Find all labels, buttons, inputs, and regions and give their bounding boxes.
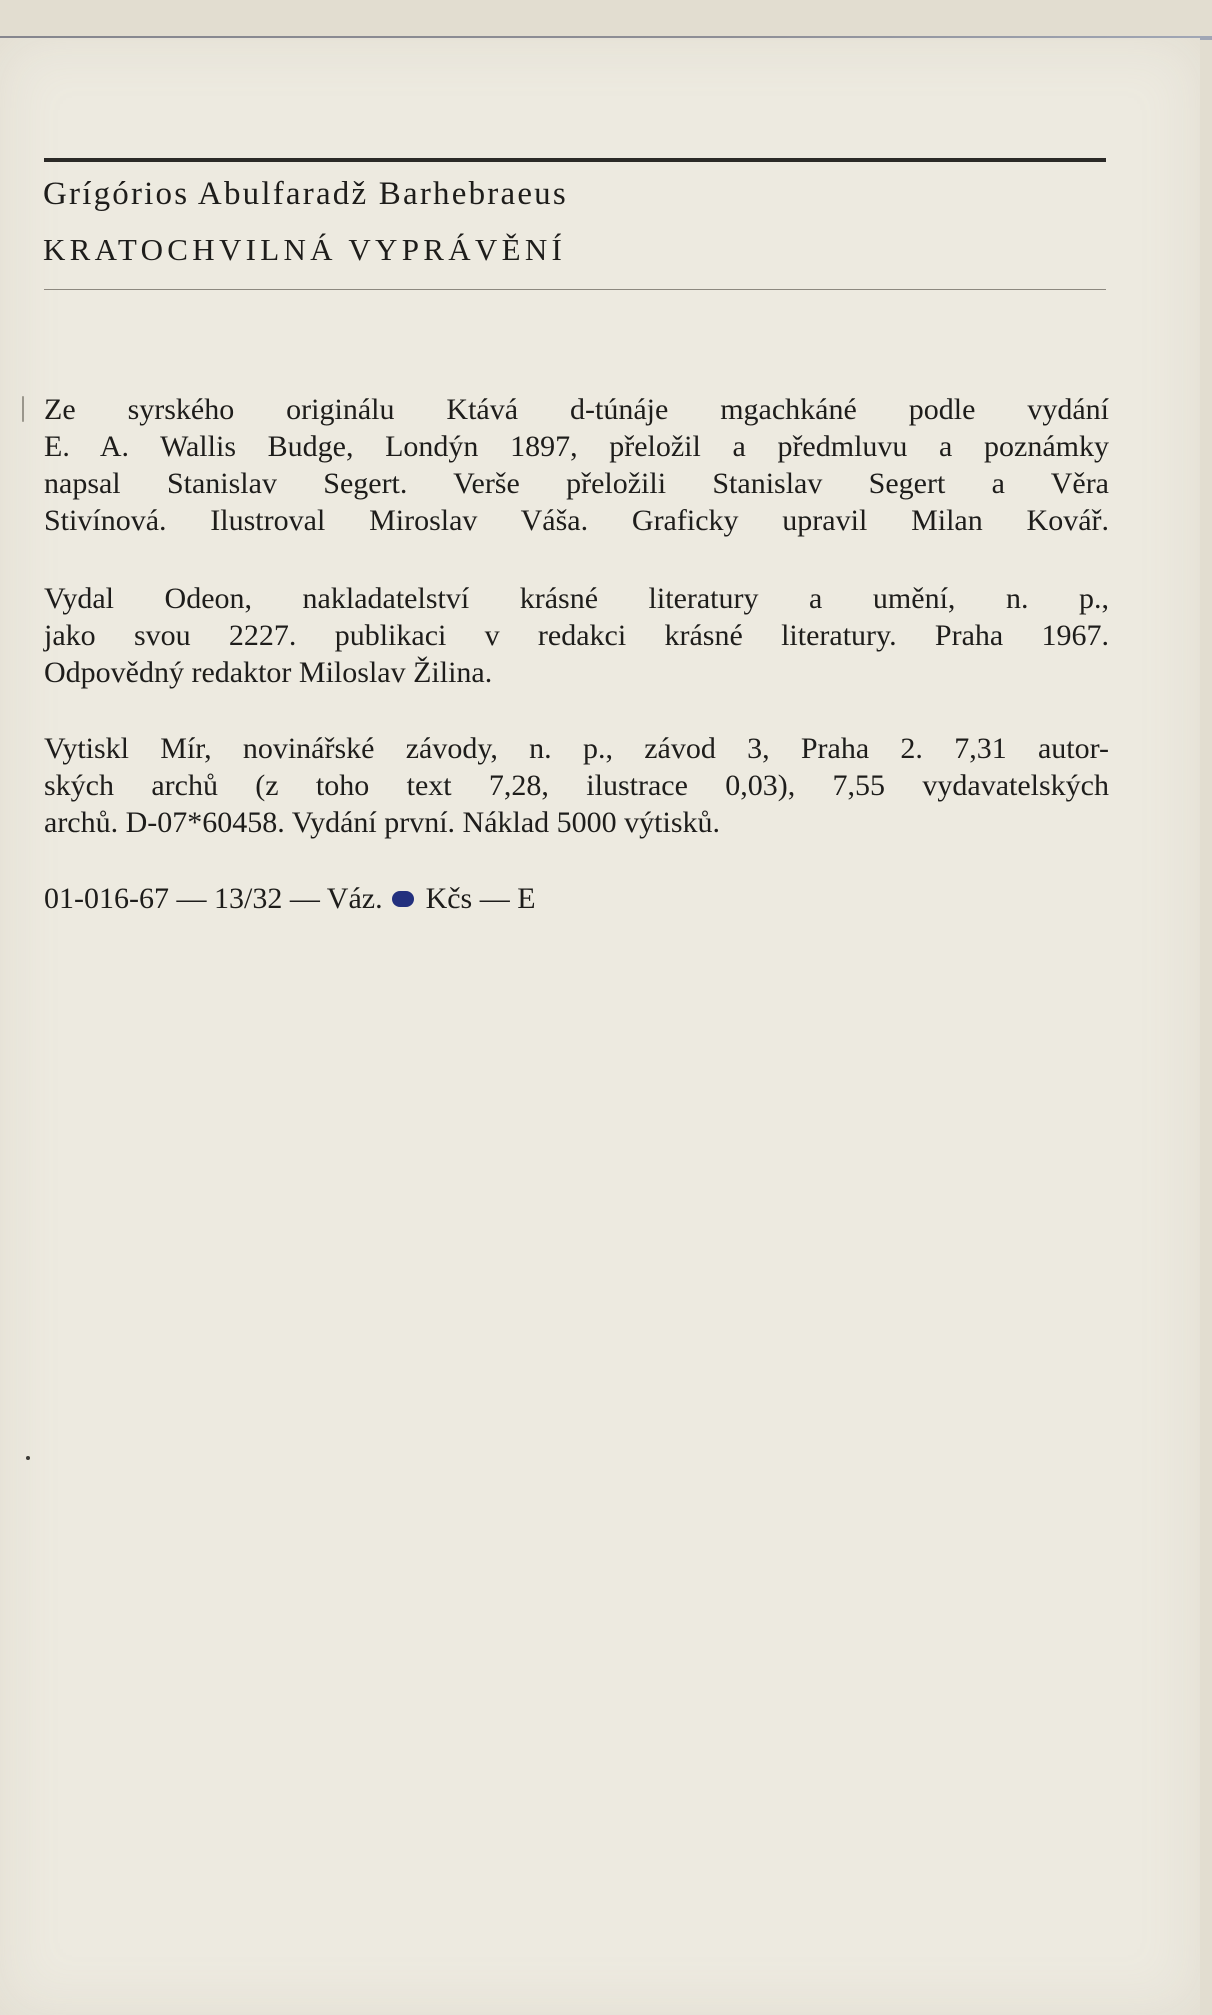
author-name: Grígórios Abulfaradž Barhebraeus bbox=[43, 176, 568, 212]
text-line: napsal Stanislav Segert. Verše přeložili Stanislav Segert a Věra bbox=[44, 467, 1109, 500]
text-line: jako svou 2227. publikaci v redakci krásné literatury. Praha 1967. bbox=[44, 619, 1109, 652]
paper-speck bbox=[22, 396, 24, 422]
catalog-code-suffix: Kčs — E bbox=[425, 882, 536, 915]
catalog-code-prefix: 01-016-67 — 13/32 — Váz. bbox=[44, 882, 383, 915]
text-line: E. A. Wallis Budge, Londýn 1897, přeložil a předmluvu a poznámky bbox=[44, 430, 1109, 463]
translation-paragraph bbox=[44, 391, 1109, 539]
paper-speck bbox=[26, 1456, 30, 1460]
publisher-paragraph bbox=[44, 580, 1109, 691]
colophon-page bbox=[0, 38, 1200, 2015]
text-line: Ze syrského originálu Ktává d-túnáje mgachkáné podle vydání bbox=[44, 393, 1109, 426]
text-line: archů. D-07*60458. Vydání první. Náklad 5000 výtisků. bbox=[44, 806, 721, 839]
catalog-code-line bbox=[44, 880, 1109, 917]
bottom-rule bbox=[44, 289, 1106, 290]
text-line: Vytiskl Mír, novinářské závody, n. p., závod 3, Praha 2. 7,31 autor- bbox=[44, 732, 1109, 765]
price-stamp-mark bbox=[392, 891, 414, 907]
printer-paragraph bbox=[44, 730, 1109, 841]
text-line: Vydal Odeon, nakladatelství krásné literatury a umění, n. p., bbox=[44, 582, 1109, 615]
text-line: ských archů (z toho text 7,28, ilustrace 0,03), 7,55 vydavatelských bbox=[44, 769, 1109, 802]
text-line: Stivínová. Ilustroval Miroslav Váša. Graficky upravil Milan Kovář. bbox=[44, 504, 1109, 537]
catalog-code bbox=[44, 880, 1109, 917]
book-title: KRATOCHVILNÁ VYPRÁVĚNÍ bbox=[43, 232, 567, 267]
top-rule bbox=[44, 158, 1106, 162]
text-line: Odpovědný redaktor Miloslav Žilina. bbox=[44, 656, 493, 689]
